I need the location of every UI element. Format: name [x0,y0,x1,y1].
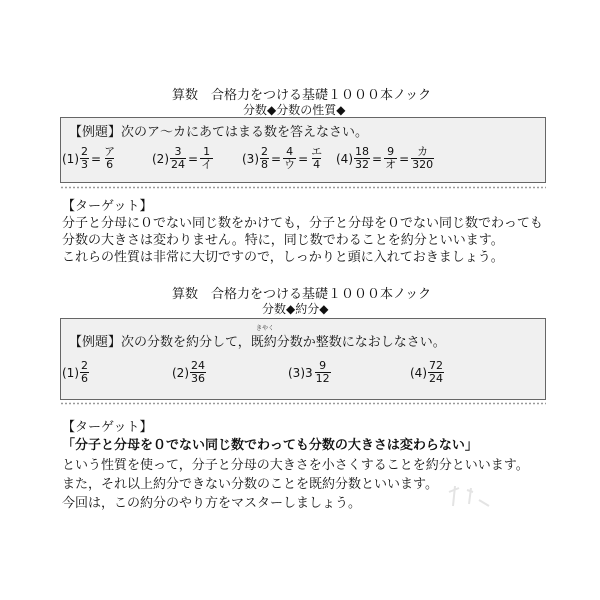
faint-watermark-mark [445,480,495,510]
numerator: 9 [387,145,395,158]
fraction [428,360,444,385]
numerator: 24 [191,359,205,372]
section1-title: 算数 合格力をつける基礎１０００本ノック [172,88,432,103]
fraction [170,146,186,171]
section2-ruby: きやく [256,325,275,332]
denominator: 3 [81,158,88,171]
problem-number: (2) [172,365,189,380]
problem-number: (1) [62,365,79,380]
equals-sign: = [188,151,199,166]
numerator: 1 [203,145,211,158]
numerator: 3 [174,145,182,158]
equals-sign: = [91,151,102,166]
section2-example-label: 【例題】次の分数を約分して，既約分数か整数になおしなさい。 [69,335,446,350]
problem-2 [152,146,214,171]
fraction [80,360,89,385]
problem-number: (4) [410,365,427,380]
problem-4 [410,360,445,385]
fraction [315,360,331,385]
numerator: 2 [261,145,268,158]
fraction [411,146,434,171]
problem-2 [172,360,207,385]
section1-line-1: 分子と分母に０でない同じ数をかけても，分子と分母を０でない同じ数でわっても [62,216,543,231]
section1-line-2: 分数の大きさは変わりません。特に，同じ数でわることを約分といいます。 [62,233,504,248]
denominator: 12 [315,372,330,385]
denominator: ウ [284,158,296,171]
denominator: 36 [191,372,205,385]
section2-subtitle: 分数◆約分◆ [262,302,329,316]
problem-number: (3) [288,365,305,380]
fraction [80,146,89,171]
numerator: 72 [429,359,443,372]
problem-number: (3) [242,151,259,166]
equals-sign: = [271,151,282,166]
problem-number: (2) [152,151,169,166]
denominator: 320 [412,158,434,171]
numerator: 4 [286,145,294,158]
denominator: 32 [355,158,369,171]
whole-part: 3 [305,365,313,380]
section1-example-label: 【例題】次のア〜カにあてはまる数を答えなさい。 [69,125,369,140]
numerator: エ [311,145,323,158]
denominator: オ [385,158,397,171]
denominator: 24 [429,372,443,385]
section2-line-3: 今回は，この約分のやり方をマスターしましょう。 [62,496,362,511]
equals-sign: = [399,151,410,166]
fraction [190,360,206,385]
section2-line-1: という性質を使って，分子と分母の大きさを小さくすることを約分といいます。 [62,458,529,473]
problem-3 [242,146,324,171]
fraction [384,146,397,171]
section2-title: 算数 合格力をつける基礎１０００本ノック [172,287,432,302]
problem-1 [62,146,117,171]
section2-dotted-divider [60,402,546,405]
section2-line-2: また，それ以上約分できない分数のことを既約分数といいます。 [62,477,438,492]
section1-line-3: これらの性質は非常に大切ですので，しっかりと頭に入れておきましょう。 [62,250,504,265]
denominator: 6 [106,158,114,171]
section1-target-heading: 【ターゲット】 [62,199,153,214]
problem-number: (1) [62,151,79,166]
equals-sign: = [372,151,383,166]
fraction [310,146,323,171]
denominator: 24 [171,158,185,171]
problem-3 [288,360,332,385]
denominator: 8 [261,158,268,171]
section1-dotted-divider [60,186,546,189]
numerator: 9 [319,359,327,372]
problem-number: (4) [336,151,353,166]
numerator: 2 [81,145,88,158]
fraction [283,146,296,171]
numerator: ア [104,145,116,158]
denominator: イ [201,158,213,171]
section2-example-box [60,318,546,400]
fraction [260,146,269,171]
numerator: 2 [81,359,88,372]
denominator: 6 [81,372,88,385]
fraction [103,146,116,171]
equals-sign: = [298,151,309,166]
numerator: 18 [355,145,369,158]
fraction [200,146,213,171]
problem-4 [336,146,435,171]
section2-target-heading: 【ターゲット】 [62,420,153,435]
numerator: カ [417,145,429,158]
denominator: 4 [313,158,321,171]
problem-1 [62,360,90,385]
fraction [354,146,370,171]
section1-subtitle: 分数◆分数の性質◆ [243,103,346,117]
section2-bold-line: 「分子と分母を０でない同じ数でわっても分数の大きさは変わらない」 [62,438,478,453]
